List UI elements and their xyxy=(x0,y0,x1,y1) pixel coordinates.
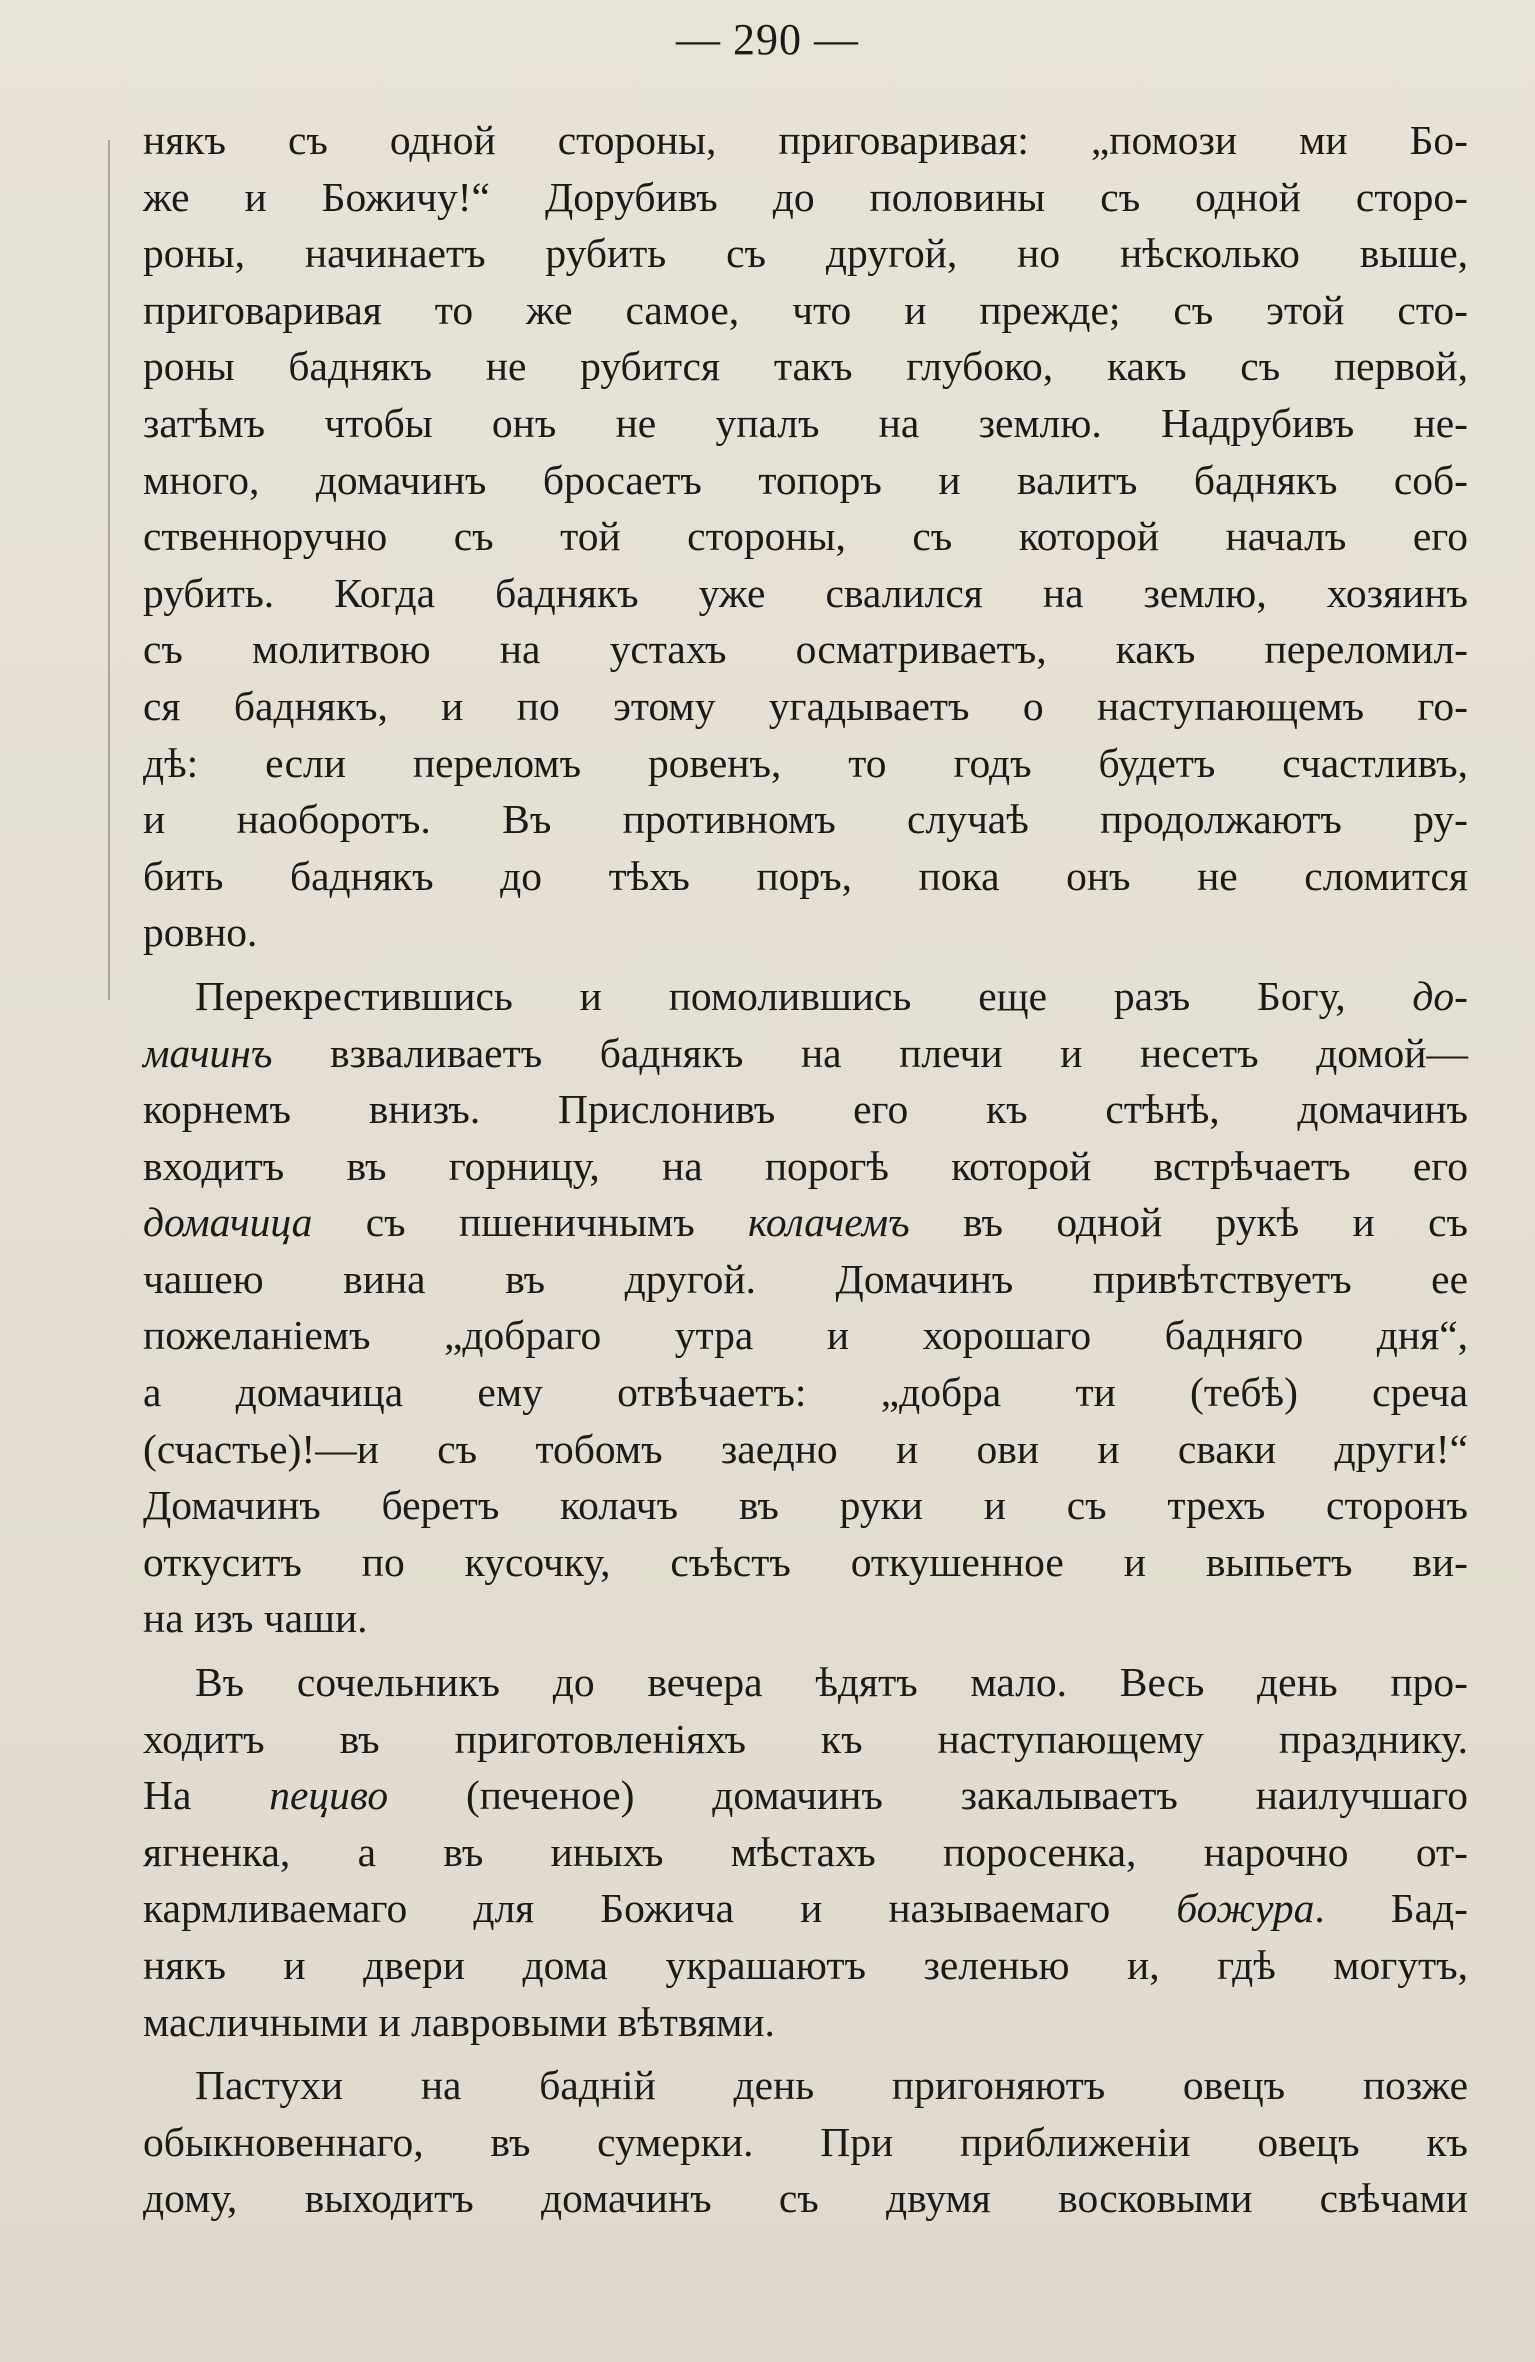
paragraph-2 xyxy=(143,968,1468,1647)
text-line: масличными и лавровыми вѣтвями. xyxy=(143,1998,775,2045)
paragraph-1 xyxy=(143,112,1468,961)
text-line xyxy=(143,968,1468,1025)
italic-term: колачемъ xyxy=(748,1199,910,1246)
text-line: роны баднякъ не рубится такъ глубоко, какъ съ первой, xyxy=(143,343,1468,390)
text-line: обыкновеннаго, въ сумерки. При приближеніи овецъ къ xyxy=(143,2118,1468,2165)
text-line: а домачица ему отвѣчаетъ: „добра ти (тебѣ) среча xyxy=(143,1369,1468,1416)
text-line: ся баднякъ, и по этому угадываетъ о наступающемъ го- xyxy=(143,682,1468,729)
page-edge-shadow xyxy=(108,140,116,1000)
paragraph-4 xyxy=(143,2057,1468,2227)
text-line: ходитъ въ приготовленіяхъ къ наступающему празднику. xyxy=(143,1715,1468,1762)
text-run: кармливаемаго для Божича и называемаго xyxy=(143,1885,1177,1932)
text-line xyxy=(143,1767,1468,1824)
text-line: приговаривая то же самое, что и прежде; съ этой сто- xyxy=(143,286,1468,333)
text-line: дому, выходитъ домачинъ съ двумя восковыми свѣчами xyxy=(143,2175,1468,2222)
text-line: някъ и двери дома украшаютъ зеленью и, гдѣ могутъ, xyxy=(143,1942,1468,1988)
text-run: взваливаетъ баднякъ на плечи и несетъ домой— xyxy=(272,1029,1468,1076)
italic-term: пециво xyxy=(269,1772,389,1819)
text-line xyxy=(143,1025,1468,1082)
text-line xyxy=(143,1880,1468,1937)
text-line: рубить. Когда баднякъ уже свалился на землю, хозяинъ xyxy=(143,569,1468,616)
text-line: съ молитвою на устахъ осматриваетъ, какъ переломил- xyxy=(143,626,1468,673)
text-line: корнемъ внизъ. Прислонивъ его къ стѣнѣ, домачинъ xyxy=(143,1086,1468,1133)
text-line: бить баднякъ до тѣхъ поръ, пока онъ не сломится xyxy=(143,852,1468,899)
italic-term: домачица xyxy=(143,1199,313,1246)
text-line: откуситъ по кусочку, съѣстъ откушенное и выпьетъ ви- xyxy=(143,1538,1468,1585)
text-run: въ одной рукѣ и съ xyxy=(909,1199,1468,1246)
text-line: ровно. xyxy=(143,909,258,956)
text-line: затѣмъ чтобы онъ не упалъ на землю. Надрубивъ не- xyxy=(143,399,1468,446)
body-text xyxy=(143,112,1468,2234)
italic-term: до- xyxy=(1412,972,1468,1019)
text-line: на изъ чаши. xyxy=(143,1595,368,1642)
page-number: — 290 — xyxy=(676,15,859,64)
text-run: Перекрестившись и помолившись еще разъ Богу, xyxy=(195,972,1413,1019)
text-line: и наоборотъ. Въ противномъ случаѣ продолжаютъ ру- xyxy=(143,796,1468,843)
italic-term: божура xyxy=(1176,1885,1315,1932)
text-line: много, домачинъ бросаетъ топоръ и валитъ баднякъ соб- xyxy=(143,456,1468,503)
text-line: Въ сочельникъ до вечера ѣдятъ мало. Весь день про- xyxy=(195,1659,1468,1706)
text-line: ягненка, а въ иныхъ мѣстахъ поросенка, нарочно от- xyxy=(143,1828,1468,1875)
text-run: . Бад- xyxy=(1314,1885,1468,1932)
text-run: (печеное) домачинъ закалываетъ наилучшаго xyxy=(388,1772,1468,1819)
text-line xyxy=(143,1194,1468,1251)
italic-term: мачинъ xyxy=(143,1029,273,1076)
text-line: входитъ въ горницу, на порогѣ которой встрѣчаетъ его xyxy=(143,1142,1468,1189)
text-line: ственноручно съ той стороны, съ которой началъ его xyxy=(143,513,1468,560)
text-line: дѣ: если переломъ ровенъ, то годъ будетъ счастливъ, xyxy=(143,739,1468,786)
text-line: Домачинъ беретъ колачъ въ руки и съ трехъ сторонъ xyxy=(143,1482,1468,1529)
text-run: На xyxy=(143,1772,270,1819)
text-line: чашею вина въ другой. Домачинъ привѣтствуетъ ее xyxy=(143,1255,1468,1302)
text-line: (счастье)!—и съ тобомъ заедно и ови и сваки други!“ xyxy=(143,1425,1468,1472)
text-line: пожеланіемъ „добраго утра и хорошаго бадняго дня“, xyxy=(143,1312,1468,1359)
text-run: съ пшеничнымъ xyxy=(312,1199,749,1246)
text-line: Пастухи на бадній день пригоняютъ овецъ позже xyxy=(195,2062,1468,2109)
text-line: някъ съ одной стороны, приговаривая: „помози ми Бо- xyxy=(143,117,1468,163)
text-line: роны, начинаетъ рубить съ другой, но нѣсколько выше, xyxy=(143,230,1468,277)
paragraph-3 xyxy=(143,1654,1468,2050)
text-line: же и Божичу!“ Дорубивъ до половины съ одной сторо- xyxy=(143,173,1468,220)
